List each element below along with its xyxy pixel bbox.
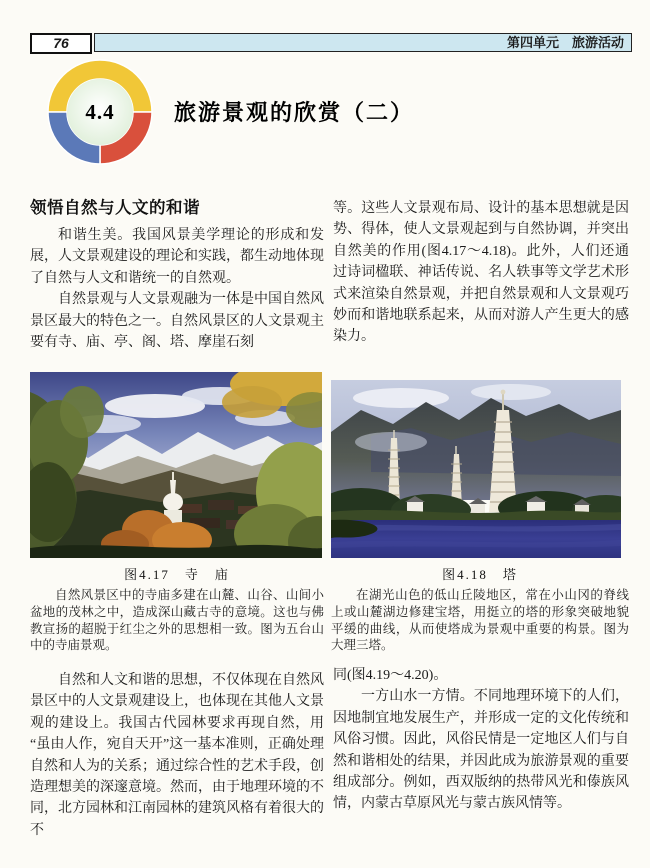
paragraph: 自然景观与人文景观融为一体是中国自然风景区最大的特色之一。自然风景区的人文景观主要有寺、庙、亭、阁、塔、摩崖石刻 [30, 292, 324, 351]
page-number: 76 [30, 33, 92, 54]
temple-photo [30, 372, 322, 558]
column-right-bottom [333, 665, 629, 815]
article-heading: 领悟自然与人文的和谐 [30, 199, 200, 217]
page-header [30, 33, 632, 52]
column-left-bottom [30, 670, 324, 841]
section-title: 旅游景观的欣赏（二） [174, 100, 415, 125]
paragraph: 一方山水一方情。不同地理环境下的人们，因地制宜地发展生产，并形成一定的文化传统和风俗习惯。因此，风俗民情是一定地区人们与自然和谐相处的结果，并因此成为旅游景观的重要组成部分。例如，西双版纳的热带风光和傣族风情，内蒙古草原风光与蒙古族风情等。 [333, 689, 629, 812]
figure-4-18 [331, 380, 629, 654]
figure-4-17 [30, 372, 324, 654]
figure-caption-text: 自然风景区中的寺庙多建在山麓、山谷、山间小盆地的茂林之中，造成深山藏古寺的意境。这也与佛教宣扬的超脱于红尘之外的思想相一致。图为五台山中的寺庙景观。 [30, 588, 324, 653]
paragraph: 等。这些人文景观布局、设计的基本思想就是因势、得体，使人文景观起到与自然协调，并突出自然美的作用(图4.17～4.18)。此外，人们还通过诗词楹联、神话传说、名人轶事等文学艺术形式来渲染自然景观，并把自然景观和人文景观巧妙而和谐地联系起来，从而对游人产生更大的感染力。 [333, 201, 629, 345]
paragraph: 自然和人文和谐的思想，不仅体现在自然风景区中的人文景观建设上，也体现在其他人文景观的建设上。我国古代园林要求再现自然，用“虽由人作，宛自天开”这一基本准则，正确处理自然和人为的关系；通过综合性的艺术手段，创造理想美的深邃意境。然而，由于地理环境的不同，北方园林和江南园林的建筑风格有着很大的不 [30, 673, 324, 838]
figure-caption-title: 图4.17 寺 庙 [124, 567, 230, 582]
unit-title-bar: 第四单元 旅游活动 [94, 33, 632, 52]
column-left-top [30, 194, 324, 353]
section-number: 4.4 [85, 99, 115, 124]
paragraph: 和谐生美。我国风景美学理论的形成和发展，人文景观建设的理论和实践，都生动地体现了自然与人文和谐统一的自然观。 [30, 228, 324, 286]
column-right-top [333, 198, 629, 348]
figure-caption-title: 图4.18 塔 [442, 567, 518, 582]
paragraph-continuation: 同(图4.19～4.20)。 [333, 668, 448, 683]
figure-caption-text: 在湖光山色的低山丘陵地区，常在小山冈的脊线上或山麓湖边修建宝塔，用挺立的塔的形象突破地貌平缓的曲线，从而使塔成为景观中重要的构景。图为大理三塔。 [331, 588, 629, 653]
pagoda-photo [331, 380, 621, 558]
